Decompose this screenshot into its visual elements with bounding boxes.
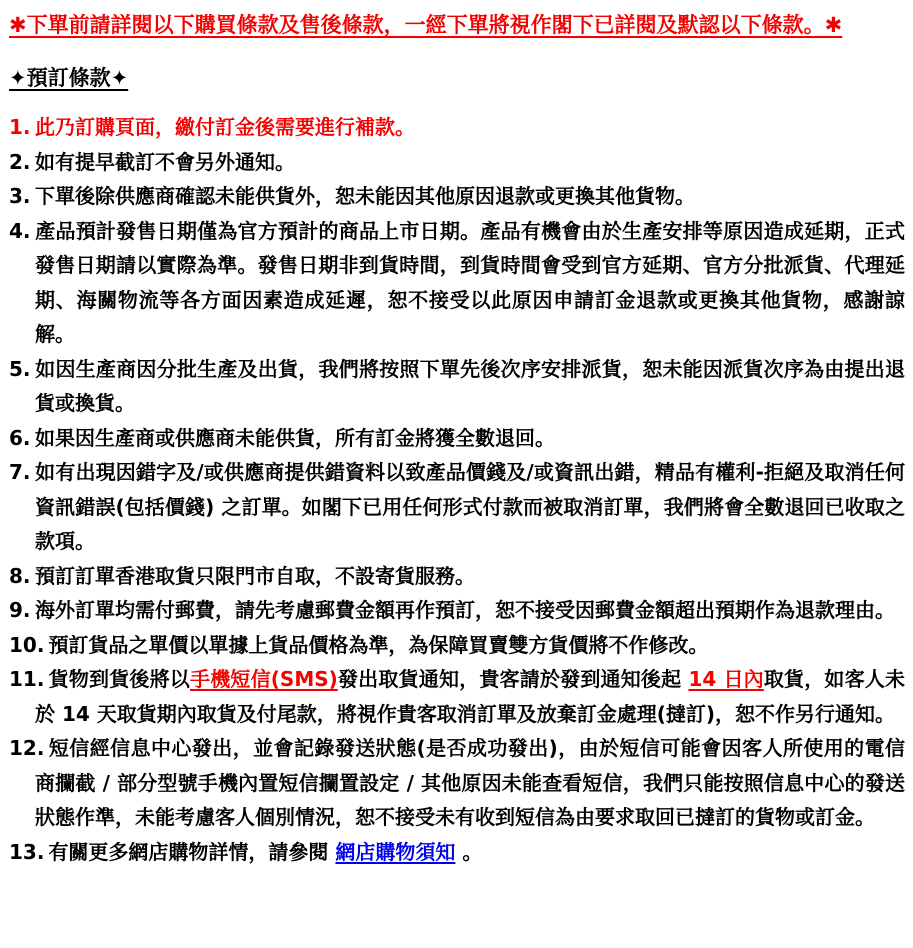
term-number: 4. [9, 218, 31, 243]
term-text-segment: 有關更多網店購物詳情，請參閱 [48, 839, 336, 864]
term-item-7 [9, 455, 905, 559]
term-number: 13. [9, 839, 45, 864]
term-text-segment: 發出取貨通知，貴客請於發到通知後起 [337, 667, 689, 691]
term-text-segment: 如有出現因錯字及/或供應商提供錯資料以致產品價錢及/或資訊出錯，精品有權利-拒絕及取消任何資訊錯誤(包括價錢) 之訂單。如閣下已用任何形式付款而被取消訂單，我們將會全數退回已收取之款項。 [35, 460, 905, 553]
term-number: 11. [9, 667, 45, 691]
purchase-notice-banner: ✱下單前請詳閱以下購買條款及售後條款，一經下單將視作閣下已詳閱及默認以下條款。✱ [9, 13, 843, 37]
term-text-segment: 預訂訂單香港取貨只限門市自取，不設寄貨服務。 [35, 563, 475, 588]
term-text-segment: 海外訂單均需付郵費，請先考慮郵費金額再作預訂，恕不接受因郵費金額超出預期作為退款理由。 [35, 598, 895, 622]
term-text-segment: 貨物到貨後將以 [48, 667, 190, 691]
term-text-segment: 預訂貨品之單價以單據上貨品價格為準，為保障買賣雙方貨價將不作修改。 [48, 632, 709, 657]
term-item-10 [9, 628, 905, 663]
term-text-segment: 如果因生產商或供應商未能供貨，所有訂金將獲全數退回。 [35, 425, 555, 450]
term-text-segment: 手機短信(SMS) [190, 667, 338, 691]
term-item-11 [9, 662, 905, 731]
term-number: 12. [9, 736, 45, 760]
term-item-12 [9, 731, 905, 835]
term-item-1 [9, 110, 905, 145]
term-text-segment: 產品預計發售日期僅為官方預計的商品上市日期。產品有機會由於生產安排等原因造成延期，正式發售日期請以實際為準。發售日期非到貨時間，到貨時間會受到官方延期、官方分批派貨、代理延期、海關物流等各方面因素造成延遲，恕不接受以此原因申請訂金退款或更換其他貨物，感謝諒解。 [35, 218, 905, 346]
term-text-segment: 下單後除供應商確認未能供貨外，恕未能因其他原因退款或更換其他貨物。 [35, 184, 695, 208]
term-item-4 [9, 214, 905, 352]
term-number: 10. [9, 632, 45, 657]
term-text-segment: 14 日內 [688, 667, 764, 691]
term-item-2 [9, 145, 905, 180]
term-item-6 [9, 421, 905, 456]
term-number: 3. [9, 184, 31, 208]
term-text-segment: 如有提早截訂不會另外通知。 [35, 149, 295, 174]
terms-list [9, 110, 905, 869]
term-text-segment: 。 [455, 839, 483, 864]
term-item-3 [9, 179, 905, 214]
term-number: 9. [9, 598, 31, 622]
term-text-segment: 取貨，如客人未於 14 天取貨期內取貨及付尾款，將視作貴客取消訂單及放棄訂金處理(撻訂)，恕不作另行通知。 [35, 667, 906, 726]
term-item-8 [9, 559, 905, 594]
term-text-segment: 短信經信息中心發出，並會記錄發送狀態(是否成功發出)，由於短信可能會因客人所使用的電信商攔截 / 部分型號手機內置短信攔置設定 / 其他原因未能查看短信，我們只能按照信息中心的發送狀態作準，未能考慮客人個別情況，恕不接受未有收到短信為由要求取回已撻訂的貨物或訂金。 [35, 736, 905, 829]
term-item-13 [9, 835, 905, 870]
term-number: 7. [9, 460, 31, 484]
term-item-9 [9, 593, 905, 628]
store-shopping-guide-link[interactable]: 網店購物須知 [335, 839, 456, 864]
section-title: ✦預訂條款✦ [9, 66, 129, 90]
term-number: 8. [9, 563, 31, 588]
term-item-5 [9, 352, 905, 421]
term-number: 2. [9, 149, 31, 174]
term-text-segment: 如因生產商因分批生產及出貨，我們將按照下單先後次序安排派貨，恕未能因派貨次序為由提出退貨或換貨。 [35, 356, 905, 415]
section-title-row [9, 61, 905, 97]
term-text-segment: 此乃訂購頁面，繳付訂金後需要進行補款。 [35, 115, 415, 139]
term-number: 6. [9, 425, 31, 450]
term-number: 5. [9, 356, 31, 381]
term-number: 1. [9, 115, 31, 139]
